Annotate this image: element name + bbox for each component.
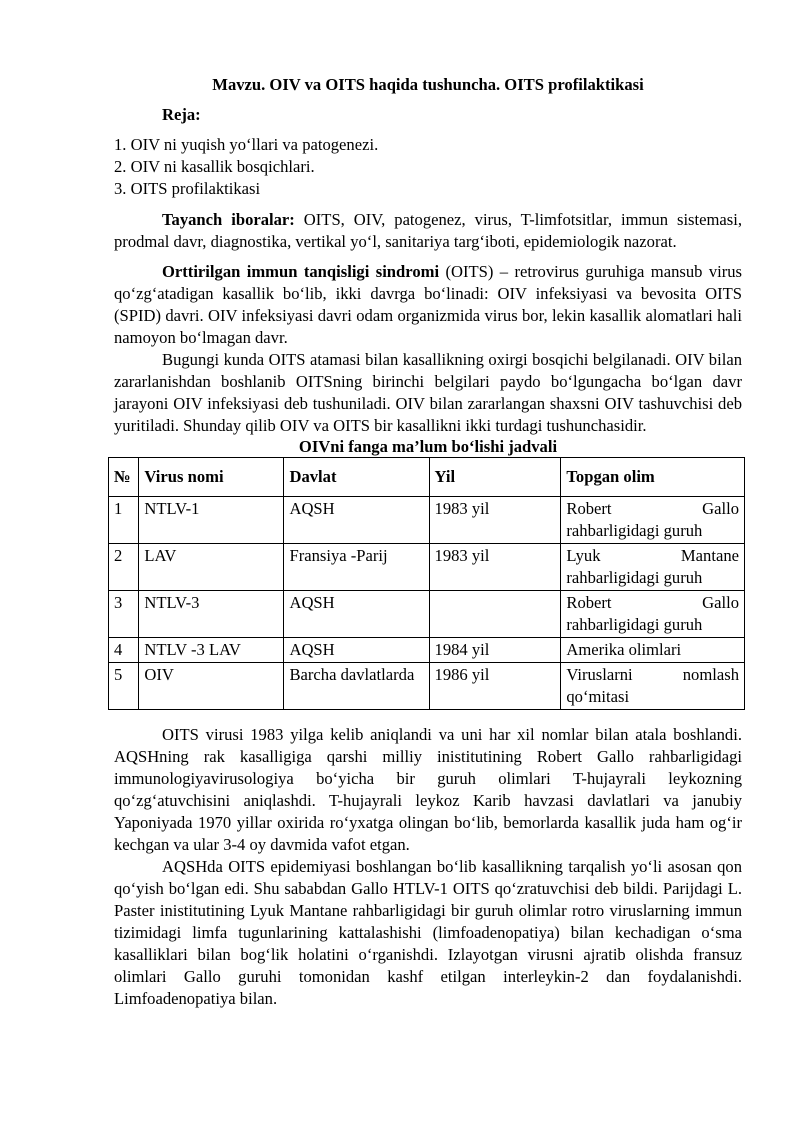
table-row (109, 663, 745, 710)
plan-list (114, 134, 742, 200)
table-row (109, 497, 745, 544)
cell-scientist: Amerika olimlari (561, 638, 745, 663)
table-row (109, 591, 745, 638)
document-page (114, 74, 742, 1010)
plan-item: 3. OITS profilaktikasi (114, 179, 261, 198)
cell-year (429, 591, 561, 638)
cell-year: 1986 yil (429, 663, 561, 710)
cell-country: AQSH (284, 497, 429, 544)
keywords-label: Tayanch iboralar: (162, 210, 295, 229)
cell-virus: LAV (139, 544, 284, 591)
cell-number: 3 (109, 591, 139, 638)
definition-paragraph (114, 261, 742, 349)
cell-number: 4 (109, 638, 139, 663)
body-paragraph: Bugungi kunda OITS atamasi bilan kasallikning oxirgi bosqichi belgilanadi. OIV bilan zararlanishdan boshlanib OITSning birinchi belgilari paydo bo‘lgungacha bo‘lgan davr jarayoni OIV infeksiyasi deb tushuniladi. OIV bilan zararlangan shaxsni OIV tashuvchisi deb yuritiladi. Shunday qilib OIV va OITS bir kasallikni ikki turdagi tushunchasidir. (114, 350, 742, 435)
cell-scientist: Robert Gallo rahbarligidagi guruh (561, 591, 745, 638)
cell-country: Barcha davlatlarda (284, 663, 429, 710)
cell-virus: NTLV-3 (139, 591, 284, 638)
body-paragraph: AQSHda OITS epidemiyasi boshlangan bo‘lib kasallikning tarqalish yo‘li asosan qon qo‘yish bo‘lgan edi. Shu sababdan Gallo HTLV-1 OITS qo‘zratuvchisi deb bildi. Parijdagi L. Paster inistitutining Lyuk Mantane rahbarligidagi bir guruh olimlar rotro viruslarning immun tizimidagi limfa tugunlarining kattalashishi (limfoadenopatiya) bilan kechadigan o‘sma kasalliklari bilan bog‘lik holatini o‘rganishdi. Izlayotgan virusni ajratib olishda fransuz olimlari Gallo guruhi tomonidan kashf etilgan interleykin-2 dan foydalanishdi. Limfoadenopatiya bilan. (114, 857, 742, 1008)
definition-term: Orttirilgan immun tanqisligi sindromi (162, 262, 440, 281)
table-row (109, 544, 745, 591)
cell-year: 1984 yil (429, 638, 561, 663)
body-paragraph: OITS virusi 1983 yilga kelib aniqlandi va uni har xil nomlar bilan atala boshlandi. AQSHning rak kasalligiga qarshi milliy inistitutining Robert Gallo rahbarligidagi immunologiyavirusologiya bo‘yicha bir guruh olimlari T-hujayrali leykozning qo‘zg‘atuvchisini aniqlashdi. T-hujayrali leykoz Karib havzasi davlatlari va janubiy Yaponiyada 1970 yillar oxirida ro‘yxatga olingan bo‘lib, bemorlarda kasallik juda ham og‘ir kechgan va ular 3-4 oy davmida vafot etgan. (114, 725, 742, 854)
column-header: Davlat (284, 458, 429, 497)
plan-item: 1. OIV ni yuqish yo‘llari va patogenezi. (114, 135, 379, 154)
column-header: Topgan olim (561, 458, 745, 497)
cell-country: AQSH (284, 591, 429, 638)
cell-country: Fransiya -Parij (284, 544, 429, 591)
plan-item: 2. OIV ni kasallik bosqichlari. (114, 157, 315, 176)
cell-scientist: Lyuk Mantane rahbarligidagi guruh (561, 544, 745, 591)
column-header: Yil (429, 458, 561, 497)
definition-text: (OITS) – retrovirus guruhiga mansub virus qo‘zg‘atadigan kasallik bo‘lib, ikki davrga bo‘linadi: OIV infeksiyasi va bevosita OITS (SPID) davri. OIV infeksiyasi davri odam organizmida virus bor, lekin kasallik alomatlari hali namoyon bo‘lmagan davr. (114, 262, 743, 347)
table-header-row (109, 458, 745, 497)
cell-year: 1983 yil (429, 497, 561, 544)
cell-year: 1983 yil (429, 544, 561, 591)
column-header: Virus nomi (139, 458, 284, 497)
cell-virus: NTLV-1 (139, 497, 284, 544)
cell-scientist: Robert Gallo rahbarligidagi guruh (561, 497, 745, 544)
column-header: № (109, 458, 139, 497)
cell-number: 1 (109, 497, 139, 544)
document-title: Mavzu. OIV va OITS haqida tushuncha. OITS profilaktikasi (212, 75, 644, 94)
cell-virus: NTLV -3 LAV (139, 638, 284, 663)
cell-number: 5 (109, 663, 139, 710)
keywords-paragraph (114, 209, 742, 253)
cell-scientist: Viruslarni nomlash qo‘mitasi (561, 663, 745, 710)
cell-country: AQSH (284, 638, 429, 663)
keywords-text: OITS, OIV, patogenez, virus, T-limfotsitlar, immun sistemasi, prodmal davr, diagnostika, vertikal yo‘l, sanitariya targ‘iboti, epidemiologik nazorat. (114, 210, 742, 251)
cell-number: 2 (109, 544, 139, 591)
table-row (109, 638, 745, 663)
discovery-table (108, 457, 745, 710)
table-caption: OIVni fanga ma’lum bo‘lishi jadvali (298, 437, 558, 456)
cell-virus: OIV (139, 663, 284, 710)
plan-heading: Reja: (162, 105, 201, 124)
